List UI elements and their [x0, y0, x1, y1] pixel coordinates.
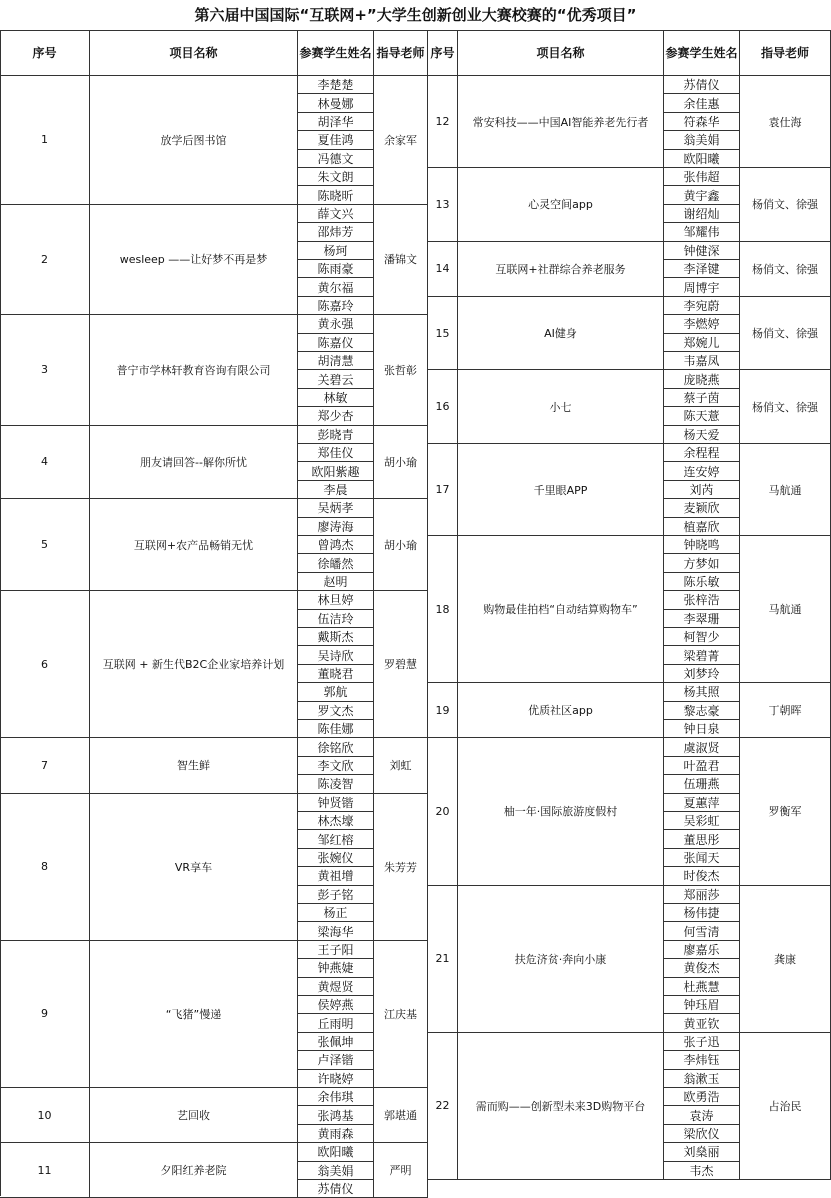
student-name: 刘梦玲 — [664, 665, 740, 683]
student-name: 钟日泉 — [664, 720, 740, 738]
header-advisor-left: 指导老师 — [374, 30, 428, 76]
student-name: 陈雨豪 — [298, 260, 374, 278]
student-name: 柯智少 — [664, 628, 740, 646]
student-name: 徐铭欣 — [298, 738, 374, 756]
project-advisor: 江庆基 — [374, 941, 428, 1088]
student-name: 黄永强 — [298, 315, 374, 333]
student-name: 方梦如 — [664, 554, 740, 572]
student-name: 胡清慧 — [298, 352, 374, 370]
student-name: 植嘉欣 — [664, 518, 740, 536]
project-advisor: 严明 — [374, 1143, 428, 1198]
student-name: 韦杰 — [664, 1162, 740, 1180]
project-name: 需而购——创新型未来3D购物平台 — [458, 1033, 664, 1180]
header-students-left: 参赛学生姓名 — [298, 30, 374, 76]
project-name: 柚一年·国际旅游度假村 — [458, 738, 664, 885]
student-name: 卢泽锴 — [298, 1051, 374, 1069]
student-name: 梁海华 — [298, 922, 374, 940]
project-name: 互联网 + 新生代B2C企业家培养计划 — [90, 591, 298, 738]
student-name: 陈嘉玲 — [298, 297, 374, 315]
student-name: 徐皤然 — [298, 554, 374, 572]
student-name: 吴彩虹 — [664, 812, 740, 830]
project-no: 13 — [428, 168, 458, 242]
project-advisor: 郭堪通 — [374, 1088, 428, 1143]
project-advisor: 张哲彰 — [374, 315, 428, 425]
project-name: wesleep ——让好梦不再是梦 — [90, 205, 298, 315]
project-no: 8 — [0, 794, 90, 941]
project-advisor: 龚康 — [740, 886, 831, 1033]
student-name: 胡泽华 — [298, 113, 374, 131]
student-name: 黎志豪 — [664, 702, 740, 720]
project-no: 19 — [428, 683, 458, 738]
student-name: 梁欣仪 — [664, 1125, 740, 1143]
student-name: 陈嘉仪 — [298, 334, 374, 352]
project-no: 4 — [0, 426, 90, 500]
student-name: 钟贤锴 — [298, 794, 374, 812]
project-no: 20 — [428, 738, 458, 885]
project-name: 常安科技——中国AI智能养老先行者 — [458, 76, 664, 168]
student-name: 黄祖增 — [298, 867, 374, 885]
student-name: 丘雨明 — [298, 1014, 374, 1032]
student-name: 陈凌智 — [298, 775, 374, 793]
student-name: 黄煜贤 — [298, 978, 374, 996]
project-name: 扶危济贫·奔向小康 — [458, 886, 664, 1033]
project-advisor: 余家军 — [374, 76, 428, 205]
student-name: 张梓浩 — [664, 591, 740, 609]
student-name: 麦颖欣 — [664, 499, 740, 517]
project-no: 3 — [0, 315, 90, 425]
project-no: 1 — [0, 76, 90, 205]
student-name: 韦嘉凤 — [664, 352, 740, 370]
project-name: 普宁市学林轩教育咨询有限公司 — [90, 315, 298, 425]
project-name: 心灵空间app — [458, 168, 664, 242]
student-name: 李泽键 — [664, 260, 740, 278]
project-advisor: 杨俏文、徐强 — [740, 297, 831, 371]
student-name: 余佳惠 — [664, 94, 740, 112]
project-no: 9 — [0, 941, 90, 1088]
student-name: 林敏 — [298, 389, 374, 407]
project-no: 11 — [0, 1143, 90, 1198]
student-name: 黄俊杰 — [664, 959, 740, 977]
project-name: 互联网+社群综合养老服务 — [458, 242, 664, 297]
student-name: 袁涛 — [664, 1106, 740, 1124]
project-advisor: 胡小瑜 — [374, 426, 428, 500]
header-project-right: 项目名称 — [458, 30, 664, 76]
project-advisor: 马航通 — [740, 444, 831, 536]
student-name: 赵明 — [298, 573, 374, 591]
student-name: 林杰壕 — [298, 812, 374, 830]
student-name: 张婉仪 — [298, 849, 374, 867]
project-name: 互联网+农产品畅销无忧 — [90, 499, 298, 591]
student-name: 伍洁玲 — [298, 610, 374, 628]
header-project-left: 项目名称 — [90, 30, 298, 76]
student-name: 黄亚钦 — [664, 1014, 740, 1032]
student-name: 张佩坤 — [298, 1033, 374, 1051]
student-name: 张子迅 — [664, 1033, 740, 1051]
student-name: 邹红榕 — [298, 830, 374, 848]
student-name: 李文欣 — [298, 757, 374, 775]
student-name: 苏倩仪 — [664, 76, 740, 94]
student-name: 黄宇鑫 — [664, 186, 740, 204]
project-no: 7 — [0, 738, 90, 793]
student-name: 周博宇 — [664, 278, 740, 296]
student-name: 邹耀伟 — [664, 223, 740, 241]
student-name: 翁美娟 — [664, 131, 740, 149]
project-advisor: 罗衡军 — [740, 738, 831, 885]
student-name: 陈晓昕 — [298, 186, 374, 204]
student-name: 吴诗欣 — [298, 646, 374, 664]
student-name: 欧阳曦 — [298, 1143, 374, 1161]
student-name: 何雪清 — [664, 922, 740, 940]
student-name: 欧勇浩 — [664, 1088, 740, 1106]
project-advisor: 潘锦文 — [374, 205, 428, 315]
project-advisor: 刘虹 — [374, 738, 428, 793]
student-name: 叶盈君 — [664, 757, 740, 775]
student-name: 钟燕婕 — [298, 959, 374, 977]
student-name: 余程程 — [664, 444, 740, 462]
student-name: 欧阳曦 — [664, 150, 740, 168]
student-name: 李翠珊 — [664, 610, 740, 628]
project-name: 优质社区app — [458, 683, 664, 738]
student-name: 黄尔福 — [298, 278, 374, 296]
project-name: AI健身 — [458, 297, 664, 371]
student-name: 庞晓燕 — [664, 370, 740, 388]
student-name: 蔡子茵 — [664, 389, 740, 407]
student-name: 廖嘉乐 — [664, 941, 740, 959]
project-name: 艺回收 — [90, 1088, 298, 1143]
project-no: 15 — [428, 297, 458, 371]
student-name: 符森华 — [664, 113, 740, 131]
project-no: 14 — [428, 242, 458, 297]
project-no: 16 — [428, 370, 458, 444]
student-name: 郑少杏 — [298, 407, 374, 425]
student-name: 杨天爱 — [664, 426, 740, 444]
project-no: 12 — [428, 76, 458, 168]
project-advisor: 袁仕海 — [740, 76, 831, 168]
student-name: 戴斯杰 — [298, 628, 374, 646]
student-name: 王子阳 — [298, 941, 374, 959]
project-no: 2 — [0, 205, 90, 315]
student-name: 李炜钰 — [664, 1051, 740, 1069]
student-name: 郑佳仪 — [298, 444, 374, 462]
project-advisor: 杨俏文、徐强 — [740, 242, 831, 297]
student-name: 伍珊燕 — [664, 775, 740, 793]
student-name: 李燃婷 — [664, 315, 740, 333]
project-advisor: 朱芳芳 — [374, 794, 428, 941]
student-name: 许晓婷 — [298, 1070, 374, 1088]
project-no: 21 — [428, 886, 458, 1033]
student-name: 钟健深 — [664, 242, 740, 260]
header-students-right: 参赛学生姓名 — [664, 30, 740, 76]
project-advisor: 马航通 — [740, 536, 831, 683]
project-no: 5 — [0, 499, 90, 591]
student-name: 时俊杰 — [664, 867, 740, 885]
student-name: 冯德文 — [298, 150, 374, 168]
student-name: 余伟琪 — [298, 1088, 374, 1106]
project-no: 18 — [428, 536, 458, 683]
project-no: 22 — [428, 1033, 458, 1180]
student-name: 关碧云 — [298, 370, 374, 388]
student-name: 谢绍灿 — [664, 205, 740, 223]
student-name: 郑丽莎 — [664, 886, 740, 904]
student-name: 苏倩仪 — [298, 1180, 374, 1198]
student-name: 连安婷 — [664, 462, 740, 480]
student-name: 杨伟捷 — [664, 904, 740, 922]
student-name: 侯婷燕 — [298, 996, 374, 1014]
student-name: 杜燕慧 — [664, 978, 740, 996]
student-name: 陈天薏 — [664, 407, 740, 425]
student-name: 郭航 — [298, 683, 374, 701]
project-name: 智生鲜 — [90, 738, 298, 793]
header-advisor-right: 指导老师 — [740, 30, 831, 76]
project-name: “飞猪”慢递 — [90, 941, 298, 1088]
project-advisor: 杨俏文、徐强 — [740, 370, 831, 444]
table-title: 第六届中国国际“互联网+”大学生创新创业大赛校赛的“优秀项目” — [194, 6, 637, 24]
student-name: 杨正 — [298, 904, 374, 922]
student-name: 曾鸿杰 — [298, 536, 374, 554]
student-name: 张鸿基 — [298, 1106, 374, 1124]
project-name: 朋友请回答--解你所忧 — [90, 426, 298, 500]
project-name: 夕阳红养老院 — [90, 1143, 298, 1198]
project-advisor: 罗碧慧 — [374, 591, 428, 738]
student-name: 梁碧菁 — [664, 646, 740, 664]
project-name: 购物最佳拍档“自动结算购物车” — [458, 536, 664, 683]
project-advisor: 丁朝晖 — [740, 683, 831, 738]
header-no-left: 序号 — [0, 30, 90, 76]
student-name: 彭晓青 — [298, 426, 374, 444]
student-name: 杨其照 — [664, 683, 740, 701]
project-name: 小七 — [458, 370, 664, 444]
project-advisor: 占治民 — [740, 1033, 831, 1180]
project-name: 放学后图书馆 — [90, 76, 298, 205]
student-name: 彭子铭 — [298, 886, 374, 904]
student-name: 陈乐敏 — [664, 573, 740, 591]
project-no: 17 — [428, 444, 458, 536]
student-name: 张闻天 — [664, 849, 740, 867]
student-name: 欧阳紫趣 — [298, 462, 374, 480]
student-name: 钟晓鸣 — [664, 536, 740, 554]
student-name: 翁漱玉 — [664, 1070, 740, 1088]
student-name: 杨珂 — [298, 242, 374, 260]
student-name: 林曼娜 — [298, 94, 374, 112]
student-name: 朱文朗 — [298, 168, 374, 186]
student-name: 翁美娟 — [298, 1162, 374, 1180]
student-name: 李宛蔚 — [664, 297, 740, 315]
project-no: 10 — [0, 1088, 90, 1143]
project-no: 6 — [0, 591, 90, 738]
student-name: 虞淑贤 — [664, 738, 740, 756]
student-name: 李楚楚 — [298, 76, 374, 94]
student-name: 李晨 — [298, 481, 374, 499]
header-no-right: 序号 — [428, 30, 458, 76]
student-name: 钟珏眉 — [664, 996, 740, 1014]
student-name: 郑婉儿 — [664, 334, 740, 352]
student-name: 陈佳娜 — [298, 720, 374, 738]
student-name: 邵炜芳 — [298, 223, 374, 241]
student-name: 罗文杰 — [298, 702, 374, 720]
student-name: 夏佳鸿 — [298, 131, 374, 149]
project-name: VR享车 — [90, 794, 298, 941]
student-name: 刘燊丽 — [664, 1143, 740, 1161]
student-name: 张伟超 — [664, 168, 740, 186]
project-table — [0, 30, 831, 1196]
student-name: 夏蕙萍 — [664, 794, 740, 812]
student-name: 林旦婷 — [298, 591, 374, 609]
student-name: 刘芮 — [664, 481, 740, 499]
student-name: 董晓君 — [298, 665, 374, 683]
student-name: 吴炳孝 — [298, 499, 374, 517]
student-name: 廖涛海 — [298, 518, 374, 536]
project-advisor: 杨俏文、徐强 — [740, 168, 831, 242]
student-name: 黄雨森 — [298, 1125, 374, 1143]
project-name: 千里眼APP — [458, 444, 664, 536]
student-name: 薛文兴 — [298, 205, 374, 223]
student-name: 董思彤 — [664, 830, 740, 848]
project-advisor: 胡小瑜 — [374, 499, 428, 591]
